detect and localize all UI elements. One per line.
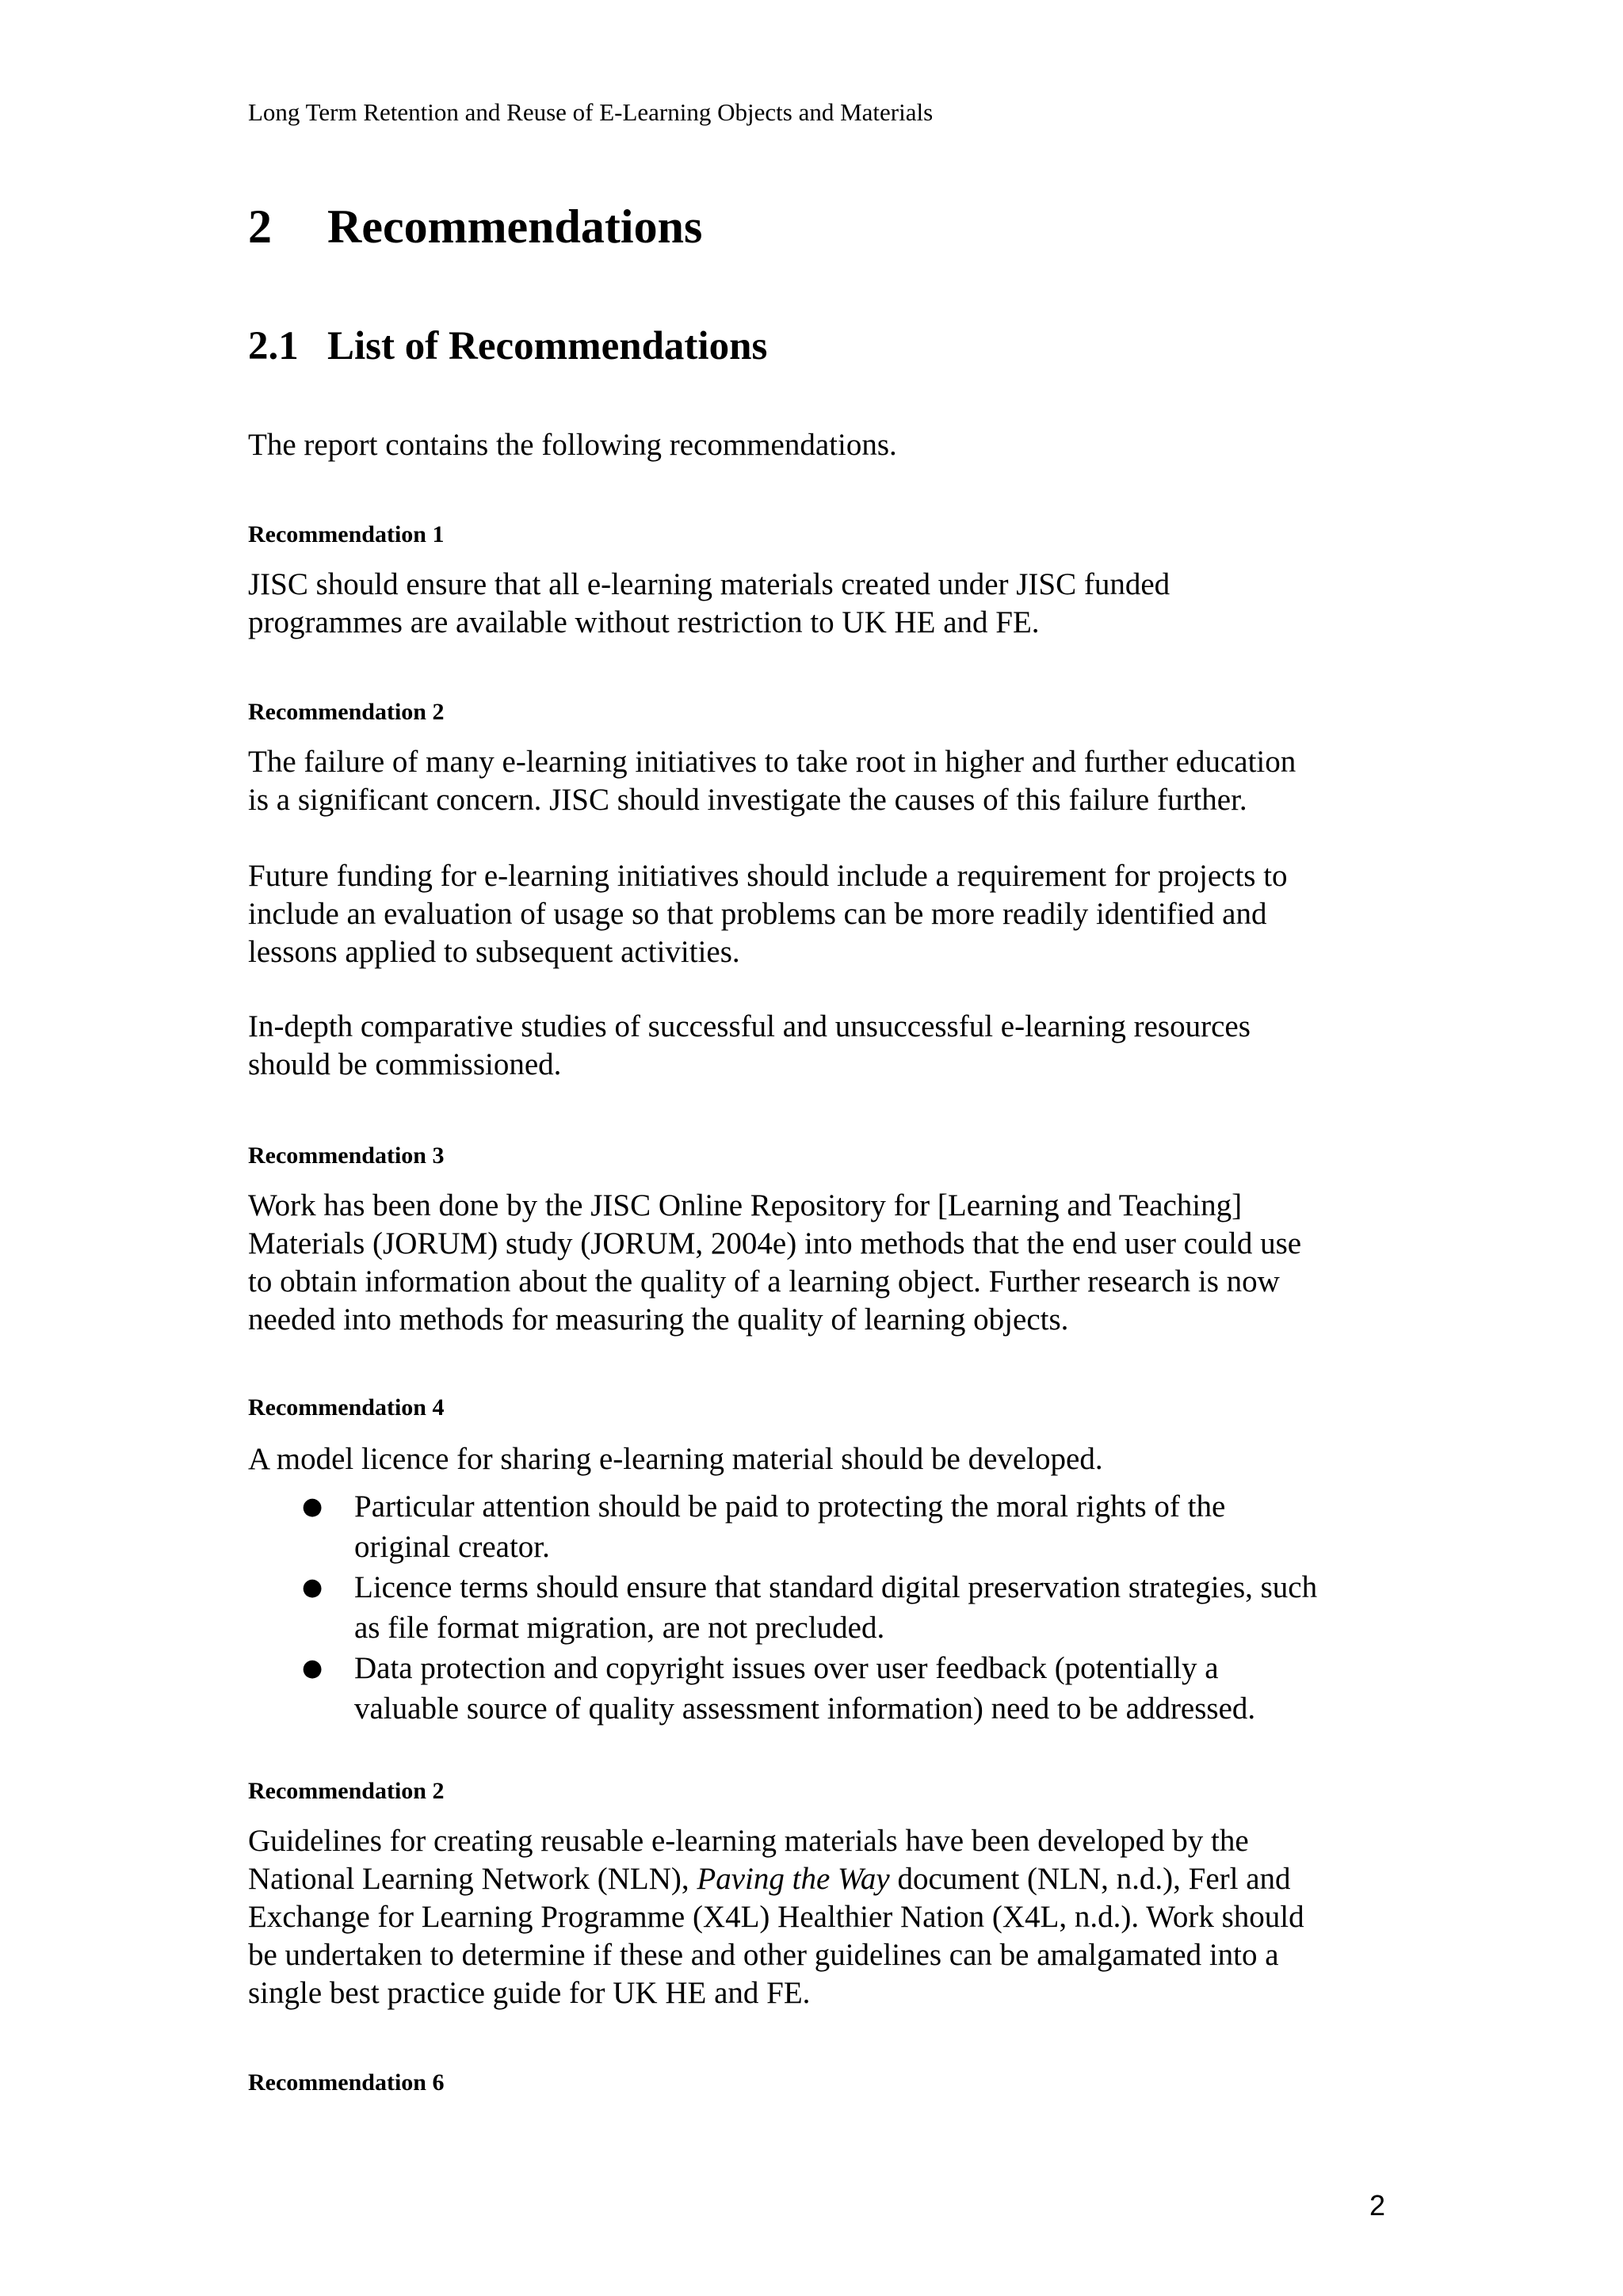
recommendation-4-label: Recommendation 4 xyxy=(248,1394,445,1421)
text-line: Exchange for Learning Programme (X4L) Healthier Nation (X4L, n.d.). Work should xyxy=(248,1900,1304,1934)
recommendation-5-label: Recommendation 2 xyxy=(248,1778,445,1804)
text-line: JISC should ensure that all e-learning materials created under JISC funded xyxy=(248,567,1170,601)
section-heading xyxy=(248,198,702,255)
text-line: should be commissioned. xyxy=(248,1047,562,1081)
document-title-italic: Paving the Way xyxy=(697,1862,890,1896)
recommendation-6-label: Recommendation 6 xyxy=(248,2069,445,2096)
intro-paragraph: The report contains the following recommendations. xyxy=(248,428,897,462)
text-line: Work has been done by the JISC Online Repository for [Learning and Teaching] xyxy=(248,1188,1243,1222)
recommendation-2-paragraph-1 xyxy=(248,743,1296,819)
recommendation-4-bullet-list xyxy=(248,1486,1317,1729)
section-number: 2 xyxy=(248,200,272,253)
section-title: Recommendations xyxy=(327,200,703,253)
page-number: 2 xyxy=(1369,2189,1386,2222)
text-line: Particular attention should be paid to protecting the moral rights of the xyxy=(354,1489,1226,1524)
text-line: Guidelines for creating reusable e-learning materials have been developed by the xyxy=(248,1824,1249,1858)
recommendation-2-paragraph-3 xyxy=(248,1008,1251,1084)
list-item xyxy=(248,1648,1317,1729)
recommendation-1-text xyxy=(248,566,1170,642)
text-line: to obtain information about the quality of a learning object. Further research is now xyxy=(248,1264,1280,1299)
list-item xyxy=(248,1567,1317,1648)
bullet-icon: ● xyxy=(302,1493,323,1520)
subsection-number: 2.1 xyxy=(248,324,299,368)
text-line: programmes are available without restriction to UK HE and FE. xyxy=(248,605,1040,639)
bullet-icon: ● xyxy=(302,1573,323,1601)
text-line: as file format migration, are not precluded. xyxy=(354,1611,885,1645)
text-line: Data protection and copyright issues over user feedback (potentially a xyxy=(354,1651,1219,1685)
running-header: Long Term Retention and Reuse of E-Learning Objects and Materials xyxy=(248,98,934,126)
subsection-heading xyxy=(248,321,767,372)
text-line: Future funding for e-learning initiatives should include a requirement for projects to xyxy=(248,859,1288,893)
recommendation-4-intro: A model licence for sharing e-learning material should be developed. xyxy=(248,1442,1103,1476)
text-line: include an evaluation of usage so that problems can be more readily identified and xyxy=(248,897,1267,931)
recommendation-3-label: Recommendation 3 xyxy=(248,1142,445,1169)
text-line: In-depth comparative studies of successful and unsuccessful e-learning resources xyxy=(248,1009,1251,1043)
text-line: single best practice guide for UK HE and FE. xyxy=(248,1976,811,2010)
recommendation-2-paragraph-2 xyxy=(248,857,1288,971)
recommendation-1-label: Recommendation 1 xyxy=(248,521,445,547)
text-line: valuable source of quality assessment information) need to be addressed. xyxy=(354,1691,1256,1726)
recommendation-3-text xyxy=(248,1187,1301,1339)
subsection-title: List of Recommendations xyxy=(327,324,768,368)
text-line: lessons applied to subsequent activities. xyxy=(248,935,740,969)
recommendation-2-label: Recommendation 2 xyxy=(248,699,445,725)
text-line: The failure of many e-learning initiatives to take root in higher and further education xyxy=(248,745,1296,779)
text-line: be undertaken to determine if these and other guidelines can be amalgamated into a xyxy=(248,1938,1279,1972)
text-line: is a significant concern. JISC should investigate the causes of this failure further. xyxy=(248,783,1247,817)
text-line: Materials (JORUM) study (JORUM, 2004e) into methods that the end user could use xyxy=(248,1226,1302,1261)
text-line: Licence terms should ensure that standard digital preservation strategies, such xyxy=(354,1570,1318,1604)
text-fragment: National Learning Network (NLN), xyxy=(248,1862,697,1896)
recommendation-5-text xyxy=(248,1822,1304,2012)
text-fragment: document (NLN, n.d.), Ferl and xyxy=(889,1862,1291,1896)
text-line xyxy=(248,1860,1304,1898)
bullet-icon: ● xyxy=(302,1654,323,1682)
text-line: original creator. xyxy=(354,1530,550,1564)
text-line: needed into methods for measuring the quality of learning objects. xyxy=(248,1302,1069,1337)
list-item xyxy=(248,1486,1317,1567)
